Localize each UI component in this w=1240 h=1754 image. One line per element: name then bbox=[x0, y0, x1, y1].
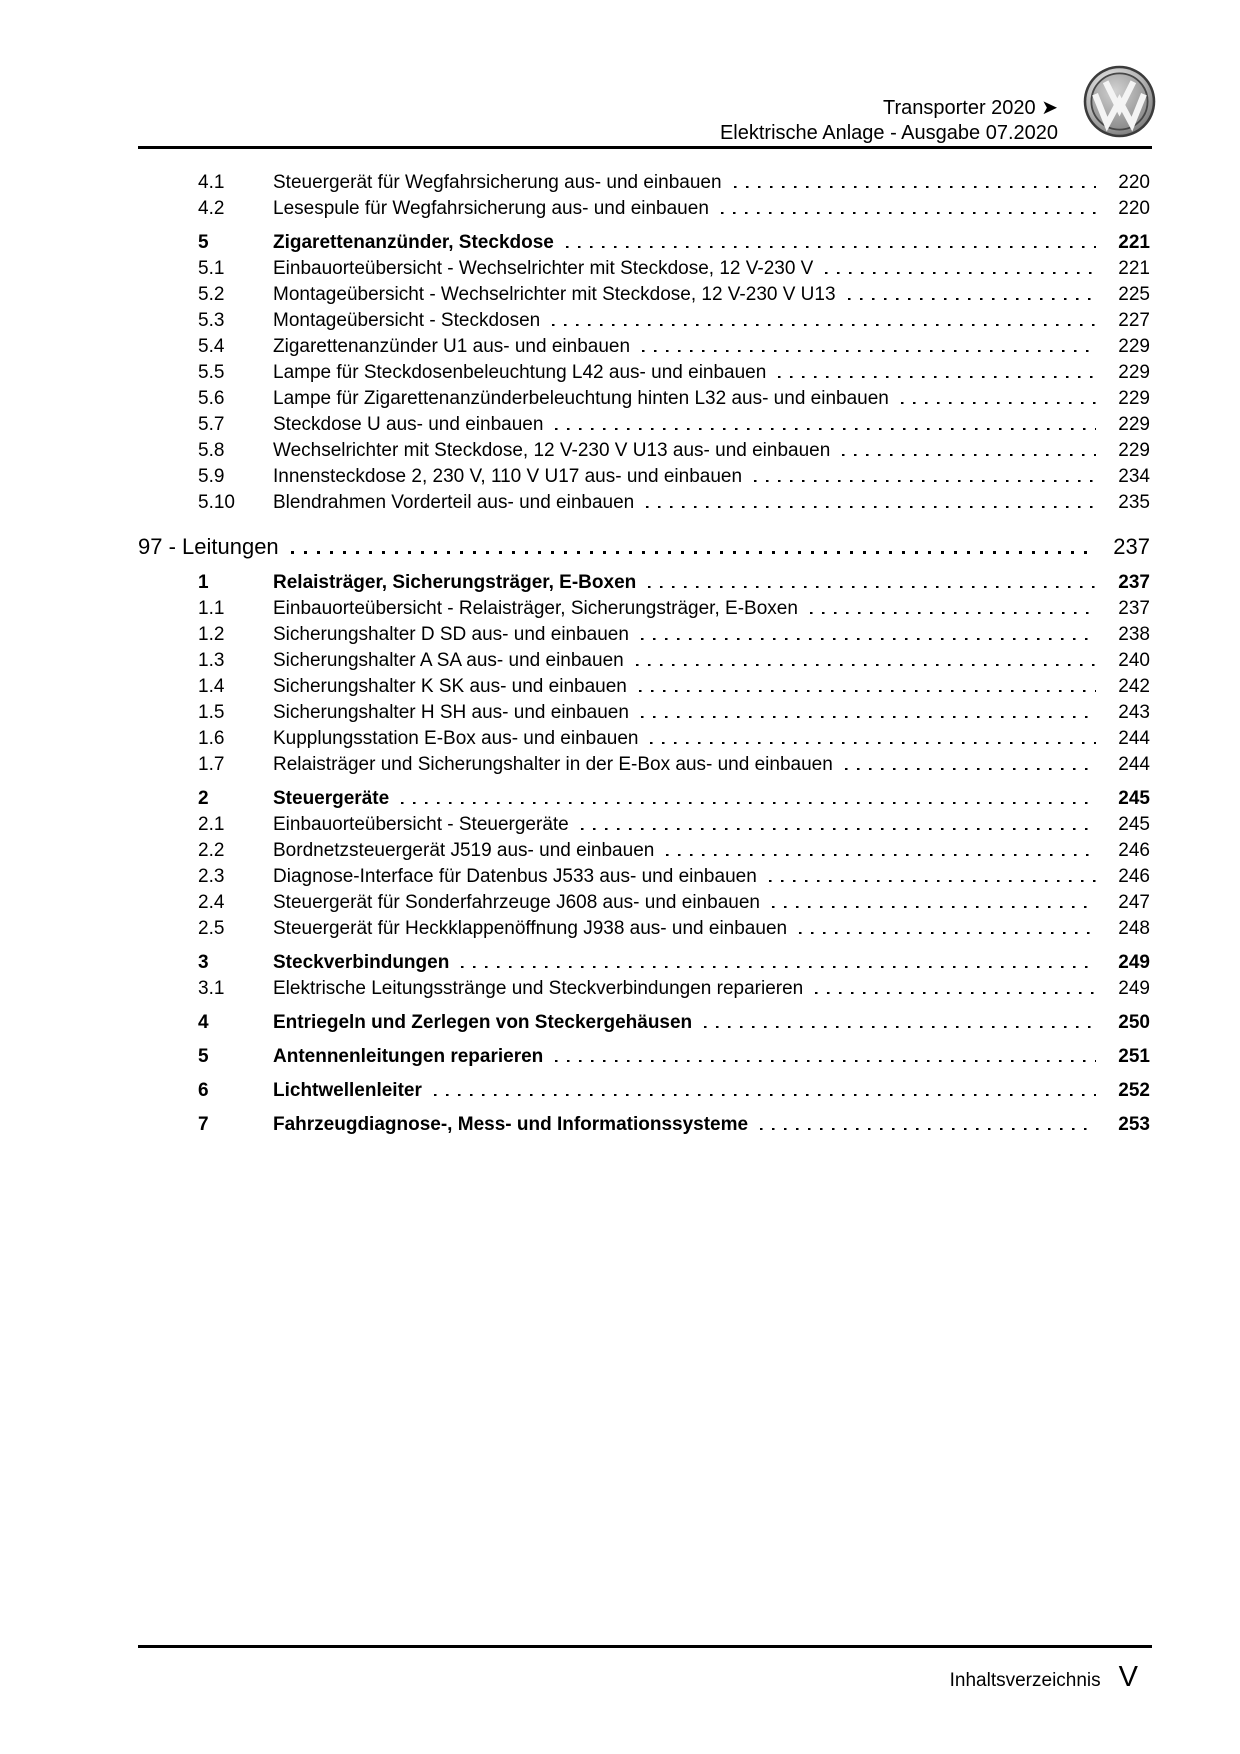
toc-entry bbox=[138, 726, 1150, 752]
toc-entry-number: 1.1 bbox=[198, 598, 225, 619]
toc-entry-title: Einbauorteübersicht - Relaisträger, Sicherungsträger, E-Boxen bbox=[273, 598, 798, 619]
toc-entry bbox=[138, 864, 1150, 890]
toc-entry-number: 5.9 bbox=[198, 466, 225, 487]
toc-entry bbox=[138, 230, 1150, 256]
toc-entry-title: Zigarettenanzünder U1 aus- und einbauen bbox=[273, 336, 631, 357]
toc-entry bbox=[138, 700, 1150, 726]
toc-leader-dots bbox=[636, 664, 1096, 667]
toc-entry-page: 246 bbox=[1118, 866, 1150, 887]
toc-leader-dots bbox=[641, 716, 1096, 719]
toc-entry bbox=[138, 170, 1150, 196]
toc-entry bbox=[138, 256, 1150, 282]
toc-entry-title: Steuergerät für Wegfahrsicherung aus- und einbauen bbox=[273, 172, 722, 193]
toc-entry bbox=[138, 386, 1150, 412]
header-edition-line: Elektrische Anlage - Ausgabe 07.2020 bbox=[719, 122, 1058, 144]
toc-entry-title: Sicherungshalter D SD aus- und einbauen bbox=[273, 624, 629, 645]
toc-leader-dots bbox=[825, 272, 1096, 275]
toc-entry-page: 248 bbox=[1118, 918, 1150, 939]
toc-entry-title: Sicherungshalter A SA aus- und einbauen bbox=[273, 650, 624, 671]
toc-entry bbox=[138, 1112, 1150, 1138]
toc-leader-dots bbox=[566, 246, 1096, 249]
toc-entry-number: 7 bbox=[198, 1114, 209, 1135]
toc-entry-page: 244 bbox=[1118, 754, 1150, 775]
toc-entry-title: Montageübersicht - Steckdosen bbox=[273, 310, 541, 331]
page-header bbox=[138, 96, 1058, 146]
toc-entry bbox=[138, 412, 1150, 438]
toc-entry-title: Bordnetzsteuergerät J519 aus- und einbauen bbox=[273, 840, 655, 861]
toc-entry-title: Wechselrichter mit Steckdose, 12 V-230 V U13 aus- und einbauen bbox=[273, 440, 831, 461]
toc-entry-number: 1.6 bbox=[198, 728, 225, 749]
toc-entry-title: Steuergeräte bbox=[273, 788, 390, 809]
toc-entry-number: 1.3 bbox=[198, 650, 225, 671]
toc-entry-number: 2.5 bbox=[198, 918, 225, 939]
toc-entry-page: 238 bbox=[1118, 624, 1150, 645]
table-of-contents bbox=[138, 170, 1150, 1138]
toc-entry bbox=[138, 360, 1150, 386]
vw-logo-icon bbox=[1083, 65, 1156, 138]
toc-entry bbox=[138, 838, 1150, 864]
toc-entry-number: 5.8 bbox=[198, 440, 225, 461]
toc-leader-dots bbox=[648, 586, 1096, 589]
toc-entry-title: Steuergerät für Sonderfahrzeuge J608 aus- und einbauen bbox=[273, 892, 760, 913]
toc-entry-number: 5.7 bbox=[198, 414, 225, 435]
toc-entry bbox=[138, 282, 1150, 308]
toc-entry-page: 249 bbox=[1118, 978, 1150, 999]
toc-entry-title: Antennenleitungen reparieren bbox=[273, 1046, 544, 1067]
toc-entry-number: 5.4 bbox=[198, 336, 225, 357]
toc-entry bbox=[138, 532, 1150, 562]
toc-entry-number: 6 bbox=[198, 1080, 209, 1101]
toc-entry-number: 5.10 bbox=[198, 492, 235, 513]
header-divider bbox=[138, 146, 1152, 149]
toc-leader-dots bbox=[552, 324, 1096, 327]
toc-entry bbox=[138, 596, 1150, 622]
toc-entry-page: 253 bbox=[1118, 1114, 1150, 1135]
toc-entry-title: Blendrahmen Vorderteil aus- und einbauen bbox=[273, 492, 635, 513]
toc-entry bbox=[138, 648, 1150, 674]
toc-entry bbox=[138, 334, 1150, 360]
toc-entry-title: Steckverbindungen bbox=[273, 952, 450, 973]
toc-leader-dots bbox=[641, 638, 1096, 641]
toc-leader-dots bbox=[581, 828, 1096, 831]
toc-entry-page: 229 bbox=[1118, 336, 1150, 357]
toc-leader-dots bbox=[704, 1026, 1096, 1029]
toc-entry bbox=[138, 196, 1150, 222]
toc-entry-number: 2 bbox=[198, 788, 209, 809]
toc-entry-page: 243 bbox=[1118, 702, 1150, 723]
toc-entry-page: 234 bbox=[1118, 466, 1150, 487]
toc-entry-page: 221 bbox=[1118, 232, 1150, 253]
toc-entry-number: 1.2 bbox=[198, 624, 225, 645]
toc-entry bbox=[138, 622, 1150, 648]
toc-leader-dots bbox=[848, 298, 1096, 301]
toc-leader-dots bbox=[555, 428, 1096, 431]
toc-leader-dots bbox=[646, 506, 1096, 509]
toc-entry bbox=[138, 1010, 1150, 1036]
toc-entry-number: 2.4 bbox=[198, 892, 225, 913]
toc-entry-page: 246 bbox=[1118, 840, 1150, 861]
toc-entry-page: 225 bbox=[1118, 284, 1150, 305]
toc-entry bbox=[138, 950, 1150, 976]
toc-entry-title: Entriegeln und Zerlegen von Steckergehäusen bbox=[273, 1012, 693, 1033]
toc-entry-page: 235 bbox=[1118, 492, 1150, 513]
toc-entry-title: Steckdose U aus- und einbauen bbox=[273, 414, 544, 435]
toc-leader-dots bbox=[799, 932, 1096, 935]
toc-entry-title: Kupplungsstation E-Box aus- und einbauen bbox=[273, 728, 639, 749]
toc-entry bbox=[138, 1078, 1150, 1104]
toc-leader-dots bbox=[845, 768, 1096, 771]
toc-entry-number: 5.3 bbox=[198, 310, 225, 331]
toc-leader-dots bbox=[461, 966, 1096, 969]
toc-entry bbox=[138, 890, 1150, 916]
toc-entry-number: 4 bbox=[198, 1012, 209, 1033]
toc-entry-page: 247 bbox=[1118, 892, 1150, 913]
toc-leader-dots bbox=[650, 742, 1096, 745]
toc-entry-title: Relaisträger und Sicherungshalter in der E-Box aus- und einbauen bbox=[273, 754, 833, 775]
toc-leader-dots bbox=[810, 612, 1096, 615]
toc-entry-number: 3 bbox=[198, 952, 209, 973]
toc-entry-title: Lesespule für Wegfahrsicherung aus- und einbauen bbox=[273, 198, 709, 219]
toc-entry-page: 229 bbox=[1118, 388, 1150, 409]
toc-entry-number: 1.4 bbox=[198, 676, 225, 697]
toc-entry-number: 1.7 bbox=[198, 754, 225, 775]
toc-entry-title: Elektrische Leitungsstränge und Steckverbindungen reparieren bbox=[273, 978, 804, 999]
toc-entry-page: 245 bbox=[1118, 788, 1150, 809]
toc-entry bbox=[138, 916, 1150, 942]
toc-leader-dots bbox=[642, 350, 1096, 353]
toc-entry-title: Sicherungshalter H SH aus- und einbauen bbox=[273, 702, 629, 723]
toc-entry-number: 5 bbox=[198, 232, 209, 253]
toc-leader-dots bbox=[555, 1060, 1096, 1063]
toc-leader-dots bbox=[901, 402, 1096, 405]
toc-entry-title: Zigarettenanzünder, Steckdose bbox=[273, 232, 554, 253]
toc-entry-page: 229 bbox=[1118, 362, 1150, 383]
toc-leader-dots bbox=[401, 802, 1096, 805]
toc-entry-number: 4.2 bbox=[198, 198, 225, 219]
toc-entry-page: 229 bbox=[1118, 414, 1150, 435]
toc-leader-dots bbox=[842, 454, 1096, 457]
toc-entry-title: 97 - Leitungen bbox=[138, 534, 279, 559]
toc-leader-dots bbox=[291, 551, 1096, 554]
toc-entry-page: 229 bbox=[1118, 440, 1150, 461]
toc-entry-number: 5.1 bbox=[198, 258, 225, 279]
toc-entry-page: 242 bbox=[1118, 676, 1150, 697]
toc-leader-dots bbox=[772, 906, 1096, 909]
toc-leader-dots bbox=[639, 690, 1096, 693]
toc-entry-number: 2.2 bbox=[198, 840, 225, 861]
toc-leader-dots bbox=[721, 212, 1096, 215]
toc-entry bbox=[138, 752, 1150, 778]
toc-entry-title: Fahrzeugdiagnose-, Mess- und Informationssysteme bbox=[273, 1114, 749, 1135]
toc-entry-page: 251 bbox=[1118, 1046, 1150, 1067]
toc-entry-page: 227 bbox=[1118, 310, 1150, 331]
toc-entry-title: Diagnose-Interface für Datenbus J533 aus- und einbauen bbox=[273, 866, 757, 887]
toc-entry-page: 237 bbox=[1118, 598, 1150, 619]
toc-entry-title: Innensteckdose 2, 230 V, 110 V U17 aus- und einbauen bbox=[273, 466, 743, 487]
toc-entry bbox=[138, 786, 1150, 812]
toc-entry-title: Lampe für Zigarettenanzünderbeleuchtung hinten L32 aus- und einbauen bbox=[273, 388, 889, 409]
toc-entry-page: 240 bbox=[1118, 650, 1150, 671]
toc-entry-number: 1.5 bbox=[198, 702, 225, 723]
toc-leader-dots bbox=[760, 1128, 1096, 1131]
toc-entry-page: 237 bbox=[1113, 534, 1150, 559]
toc-entry-title: Einbauorteübersicht - Wechselrichter mit Steckdose, 12 V-230 V bbox=[273, 258, 814, 279]
toc-entry-title: Sicherungshalter K SK aus- und einbauen bbox=[273, 676, 627, 697]
toc-entry bbox=[138, 976, 1150, 1002]
toc-entry-page: 252 bbox=[1118, 1080, 1150, 1101]
footer-divider bbox=[138, 1645, 1152, 1648]
toc-entry-title: Lichtwellenleiter bbox=[273, 1080, 422, 1101]
toc-entry-number: 2.3 bbox=[198, 866, 225, 887]
toc-entry bbox=[138, 490, 1150, 516]
toc-leader-dots bbox=[769, 880, 1096, 883]
toc-leader-dots bbox=[815, 992, 1096, 995]
toc-entry-number: 2.1 bbox=[198, 814, 225, 835]
footer-label: Inhaltsverzeichnis bbox=[949, 1670, 1101, 1691]
toc-entry-page: 244 bbox=[1118, 728, 1150, 749]
toc-entry-page: 237 bbox=[1118, 572, 1150, 593]
toc-entry-page: 220 bbox=[1118, 172, 1150, 193]
toc-entry bbox=[138, 570, 1150, 596]
toc-entry bbox=[138, 464, 1150, 490]
toc-leader-dots bbox=[666, 854, 1096, 857]
toc-entry bbox=[138, 812, 1150, 838]
toc-entry bbox=[138, 438, 1150, 464]
toc-entry-title: Einbauorteübersicht - Steuergeräte bbox=[273, 814, 569, 835]
footer-page-number: V bbox=[1118, 1661, 1138, 1693]
toc-leader-dots bbox=[754, 480, 1096, 483]
toc-entry-number: 4.1 bbox=[198, 172, 225, 193]
toc-entry-page: 250 bbox=[1118, 1012, 1150, 1033]
page-footer bbox=[138, 1657, 1138, 1701]
toc-entry-title: Lampe für Steckdosenbeleuchtung L42 aus- und einbauen bbox=[273, 362, 767, 383]
toc-entry-number: 5.2 bbox=[198, 284, 225, 305]
header-model-line: Transporter 2020 ➤ bbox=[883, 97, 1058, 119]
toc-entry-page: 220 bbox=[1118, 198, 1150, 219]
toc-leader-dots bbox=[734, 186, 1096, 189]
toc-entry-page: 221 bbox=[1118, 258, 1150, 279]
toc-entry-title: Montageübersicht - Wechselrichter mit Steckdose, 12 V-230 V U13 bbox=[273, 284, 836, 305]
toc-entry-title: Relaisträger, Sicherungsträger, E-Boxen bbox=[273, 572, 637, 593]
toc-leader-dots bbox=[778, 376, 1096, 379]
toc-entry-number: 5.5 bbox=[198, 362, 225, 383]
toc-entry bbox=[138, 308, 1150, 334]
toc-entry-number: 1 bbox=[198, 572, 209, 593]
toc-leader-dots bbox=[434, 1094, 1096, 1097]
toc-entry-number: 5 bbox=[198, 1046, 209, 1067]
toc-entry bbox=[138, 1044, 1150, 1070]
toc-entry-number: 5.6 bbox=[198, 388, 225, 409]
toc-entry bbox=[138, 674, 1150, 700]
toc-entry-page: 245 bbox=[1118, 814, 1150, 835]
toc-entry-page: 249 bbox=[1118, 952, 1150, 973]
toc-entry-number: 3.1 bbox=[198, 978, 225, 999]
toc-entry-title: Steuergerät für Heckklappenöffnung J938 aus- und einbauen bbox=[273, 918, 788, 939]
